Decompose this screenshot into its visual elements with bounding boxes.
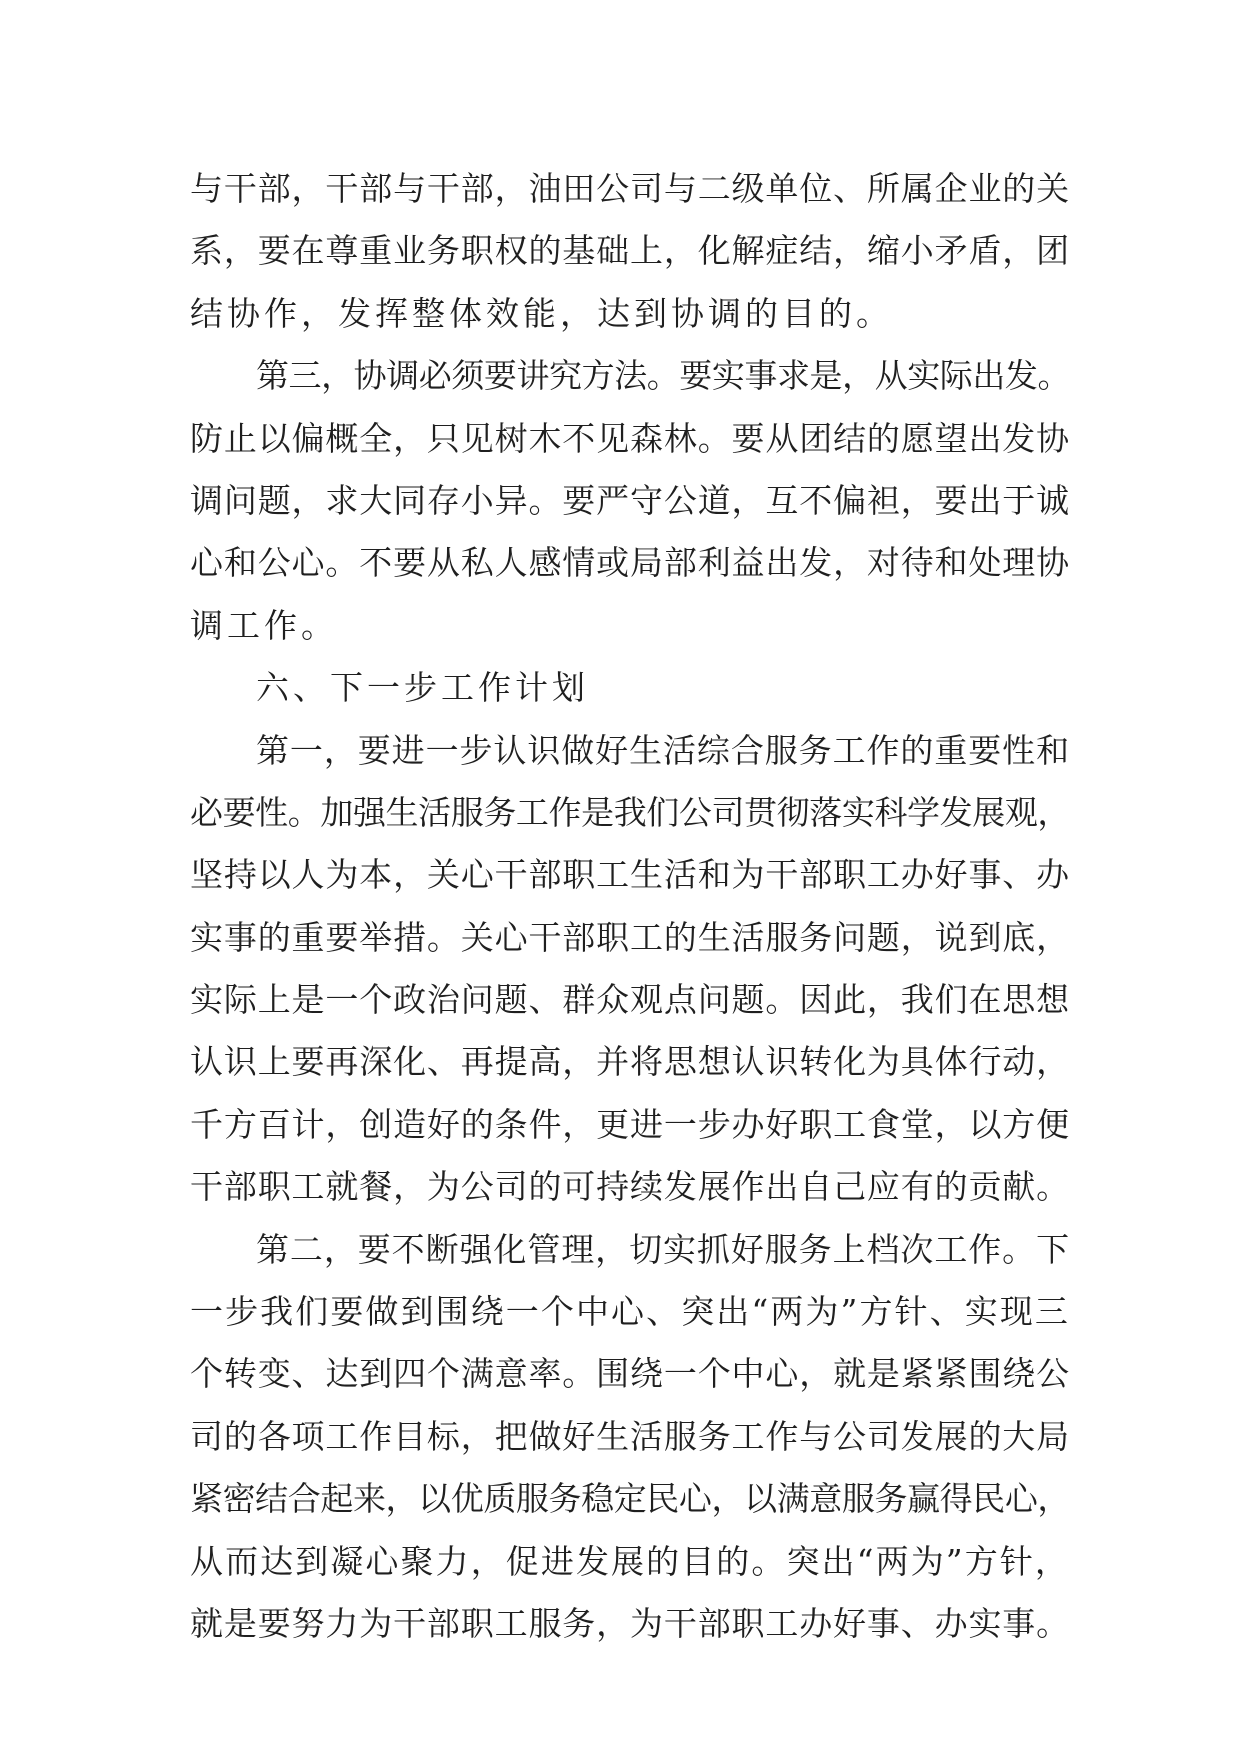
text-line: 千方百计，创造好的条件，更进一步办好职工食堂，以方便 [190,1104,1070,1144]
text-line: 坚持以人为本，关心干部职工生活和为干部职工办好事、办 [190,855,1070,895]
text-line: 个转变、达到四个满意率。围绕一个中心，就是紧紧围绕公 [190,1354,1070,1394]
text-line: 司的各项工作目标，把做好生活服务工作与公司发展的大局 [190,1416,1070,1456]
paragraph-first-line: 第二，要不断强化管理，切实抓好服务上档次工作。下 [256,1229,1070,1269]
paragraph-first-line: 第三，协调必须要讲究方法。要实事求是，从实际出发。 [256,356,1071,396]
text-line: 从而达到凝心聚力，促进发展的目的。突出“两为”方针， [190,1541,1070,1581]
text-line: 系，要在尊重业务职权的基础上，化解症结，缩小矛盾，团 [190,231,1070,271]
text-line: 调问题，求大同存小异。要严守公道，互不偏袒，要出于诚 [190,480,1070,520]
text-line: 认识上要再深化、再提高，并将思想认识转化为具体行动， [190,1042,1070,1082]
paragraph-first-line: 六、下一步工作计划 [256,668,589,708]
text-line: 调工作。 [190,605,338,645]
text-line: 就是要努力为干部职工服务，为干部职工办好事、办实事。 [190,1603,1070,1643]
text-line: 干部职工就餐，为公司的可持续发展作出自己应有的贡献。 [190,1167,1070,1207]
text-line: 与干部，干部与干部，油田公司与二级单位、所属企业的关 [190,169,1070,208]
text-line: 实际上是一个政治问题、群众观点问题。因此，我们在思想 [190,980,1070,1020]
text-line: 必要性。加强生活服务工作是我们公司贯彻落实科学发展观， [190,792,1071,832]
text-line: 心和公心。不要从私人感情或局部利益出发，对待和处理协 [190,543,1070,583]
text-line: 紧密结合起来，以优质服务稳定民心，以满意服务赢得民心， [190,1479,1071,1519]
text-line: 结协作，发挥整体效能，达到协调的目的。 [190,293,893,333]
paragraph-first-line: 第一，要进一步认识做好生活综合服务工作的重要性和 [256,730,1070,770]
text-line: 一步我们要做到围绕一个中心、突出“两为”方针、实现三 [190,1292,1070,1332]
document-body [190,158,1070,1655]
text-line: 实事的重要举措。关心干部职工的生活服务问题，说到底， [190,917,1070,957]
text-line: 防止以偏概全，只见树木不见森林。要从团结的愿望出发协 [190,418,1070,458]
